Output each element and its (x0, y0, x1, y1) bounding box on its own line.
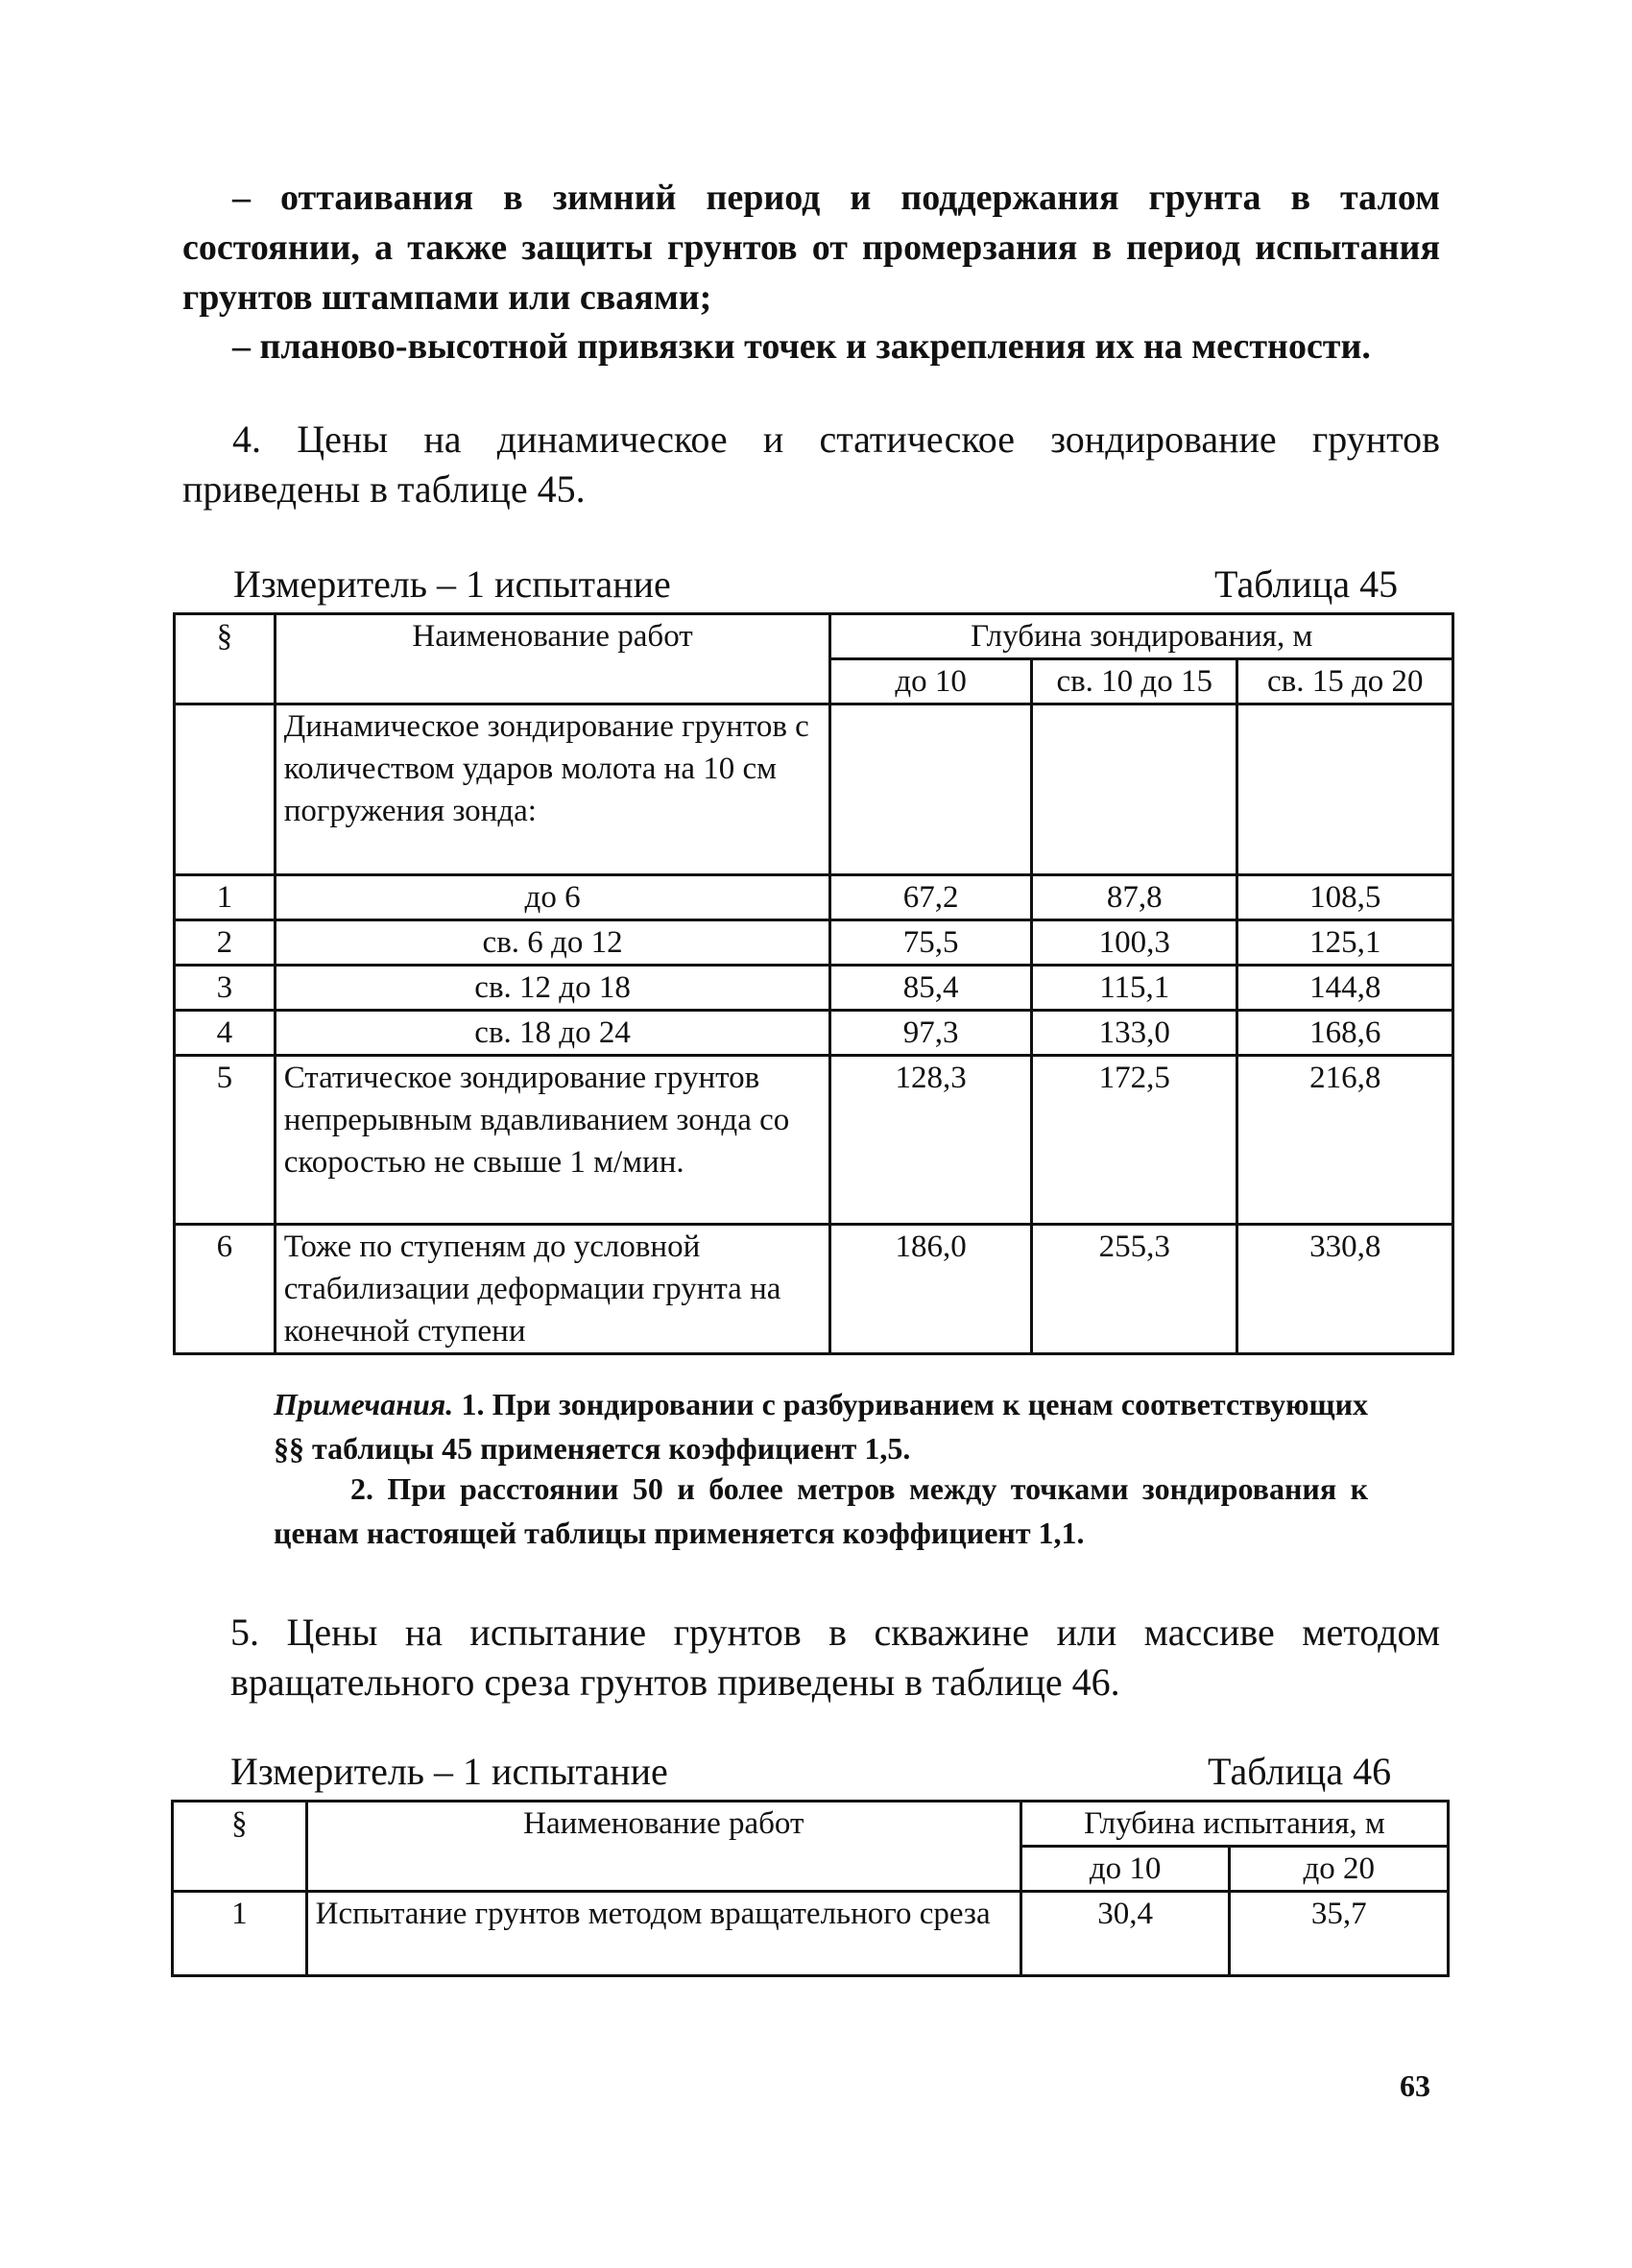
note-1 (274, 1382, 1368, 1470)
row-value-d1: 67,2 (830, 875, 1032, 920)
notes-label: Примечания. (274, 1387, 454, 1421)
table45-header-d3: св. 15 до 20 (1237, 659, 1453, 704)
table46-header-depth: Глубина испытания, м (1020, 1802, 1448, 1847)
row-number: 2 (175, 920, 276, 966)
table45-header-section: § (175, 614, 276, 704)
table-45 (173, 612, 1454, 1355)
row-value-d2: 172,5 (1031, 1056, 1237, 1225)
row-value-d2: 87,8 (1031, 875, 1237, 920)
row-name: до 6 (275, 875, 830, 920)
table46-header-section: § (173, 1802, 307, 1892)
table-row (175, 875, 1453, 920)
row-name: св. 6 до 12 (275, 920, 830, 966)
table45-header-depth: Глубина зондирования, м (830, 614, 1453, 659)
table46-header-d1: до 10 (1020, 1847, 1230, 1892)
page-number: 63 (1400, 2068, 1430, 2103)
table45-group-v2 (1031, 704, 1237, 875)
row-name: св. 18 до 24 (275, 1011, 830, 1056)
item-4-text: 4. Цены на динамическое и статическое зондирование грунтов приведены в таблице 45. (182, 418, 1440, 511)
table-row (175, 920, 1453, 966)
row-value-d3: 125,1 (1237, 920, 1453, 966)
row-value-d1: 186,0 (830, 1225, 1032, 1354)
row-number: 6 (175, 1225, 276, 1354)
table45-title: Таблица 45 (1214, 562, 1399, 606)
row-value-d2: 133,0 (1031, 1011, 1237, 1056)
table-row (175, 1011, 1453, 1056)
row-value-d1: 85,4 (830, 966, 1032, 1011)
row-name: Испытание грунтов методом вращательного среза (306, 1892, 1020, 1976)
table45-group-v1 (830, 704, 1032, 875)
table45-group-v3 (1237, 704, 1453, 875)
row-value-d1: 30,4 (1020, 1892, 1230, 1976)
table45-header-d2: св. 10 до 15 (1031, 659, 1237, 704)
intro-paragraph-1 (182, 173, 1440, 322)
row-value-d2: 35,7 (1230, 1892, 1449, 1976)
row-value-d1: 75,5 (830, 920, 1032, 966)
table-row (175, 1225, 1453, 1354)
row-value-d3: 144,8 (1237, 966, 1453, 1011)
intro-text-1: – оттаивания в зимний период и поддержания грунта в талом состоянии, а также защиты грунтов от промерзания в период испытания грунтов штампами или сваями; (182, 178, 1440, 318)
row-value-d2: 115,1 (1031, 966, 1237, 1011)
row-number: 5 (175, 1056, 276, 1225)
note-2 (274, 1467, 1368, 1555)
table45-measure: Измеритель – 1 испытание (233, 562, 671, 606)
row-value-d1: 97,3 (830, 1011, 1032, 1056)
row-number: 1 (175, 875, 276, 920)
note-2-text: 2. При расстоянии 50 и более метров между точками зондирования к ценам настоящей таблицы применяется коэффициент 1,1. (274, 1471, 1368, 1550)
item-4-paragraph (182, 415, 1440, 514)
table45-group-name: Динамическое зондирование грунтов с количеством ударов молота на 10 см погружения зонда: (275, 704, 830, 875)
table-row (173, 1892, 1449, 1976)
table45-group-section (175, 704, 276, 875)
row-value-d1: 128,3 (830, 1056, 1032, 1225)
intro-paragraph-2 (182, 322, 1440, 371)
row-value-d3: 168,6 (1237, 1011, 1453, 1056)
table45-header-name: Наименование работ (275, 614, 830, 704)
row-value-d3: 330,8 (1237, 1225, 1453, 1354)
table46-measure: Измеритель – 1 испытание (230, 1750, 668, 1793)
row-name: Статическое зондирование грунтов непрерывным вдавливанием зонда со скоростью не свыше 1 м/мин. (275, 1056, 830, 1225)
item-5-paragraph (230, 1608, 1440, 1707)
table46-title: Таблица 46 (1208, 1750, 1392, 1793)
row-name: Тоже по ступеням до условной стабилизации деформации грунта на конечной ступени (275, 1225, 830, 1354)
table46-header-name: Наименование работ (306, 1802, 1020, 1892)
row-number: 1 (173, 1892, 307, 1976)
intro-text-2: – планово-высотной привязки точек и закрепления их на местности. (232, 326, 1371, 367)
row-value-d3: 108,5 (1237, 875, 1453, 920)
table-row (175, 1056, 1453, 1225)
row-value-d3: 216,8 (1237, 1056, 1453, 1225)
row-number: 3 (175, 966, 276, 1011)
table46-header-d2: до 20 (1230, 1847, 1449, 1892)
table-row (175, 966, 1453, 1011)
row-name: св. 12 до 18 (275, 966, 830, 1011)
row-value-d2: 100,3 (1031, 920, 1237, 966)
item-5-text: 5. Цены на испытание грунтов в скважине или массиве методом вращательного среза грунтов приведены в таблице 46. (230, 1611, 1440, 1704)
row-number: 4 (175, 1011, 276, 1056)
table45-header-d1: до 10 (830, 659, 1032, 704)
note-1-text: 1. При зондировании с разбуриванием к ценам соответствующих §§ таблицы 45 применяется коэффициент 1,5. (274, 1387, 1369, 1466)
table-46 (171, 1800, 1450, 1977)
row-value-d2: 255,3 (1031, 1225, 1237, 1354)
